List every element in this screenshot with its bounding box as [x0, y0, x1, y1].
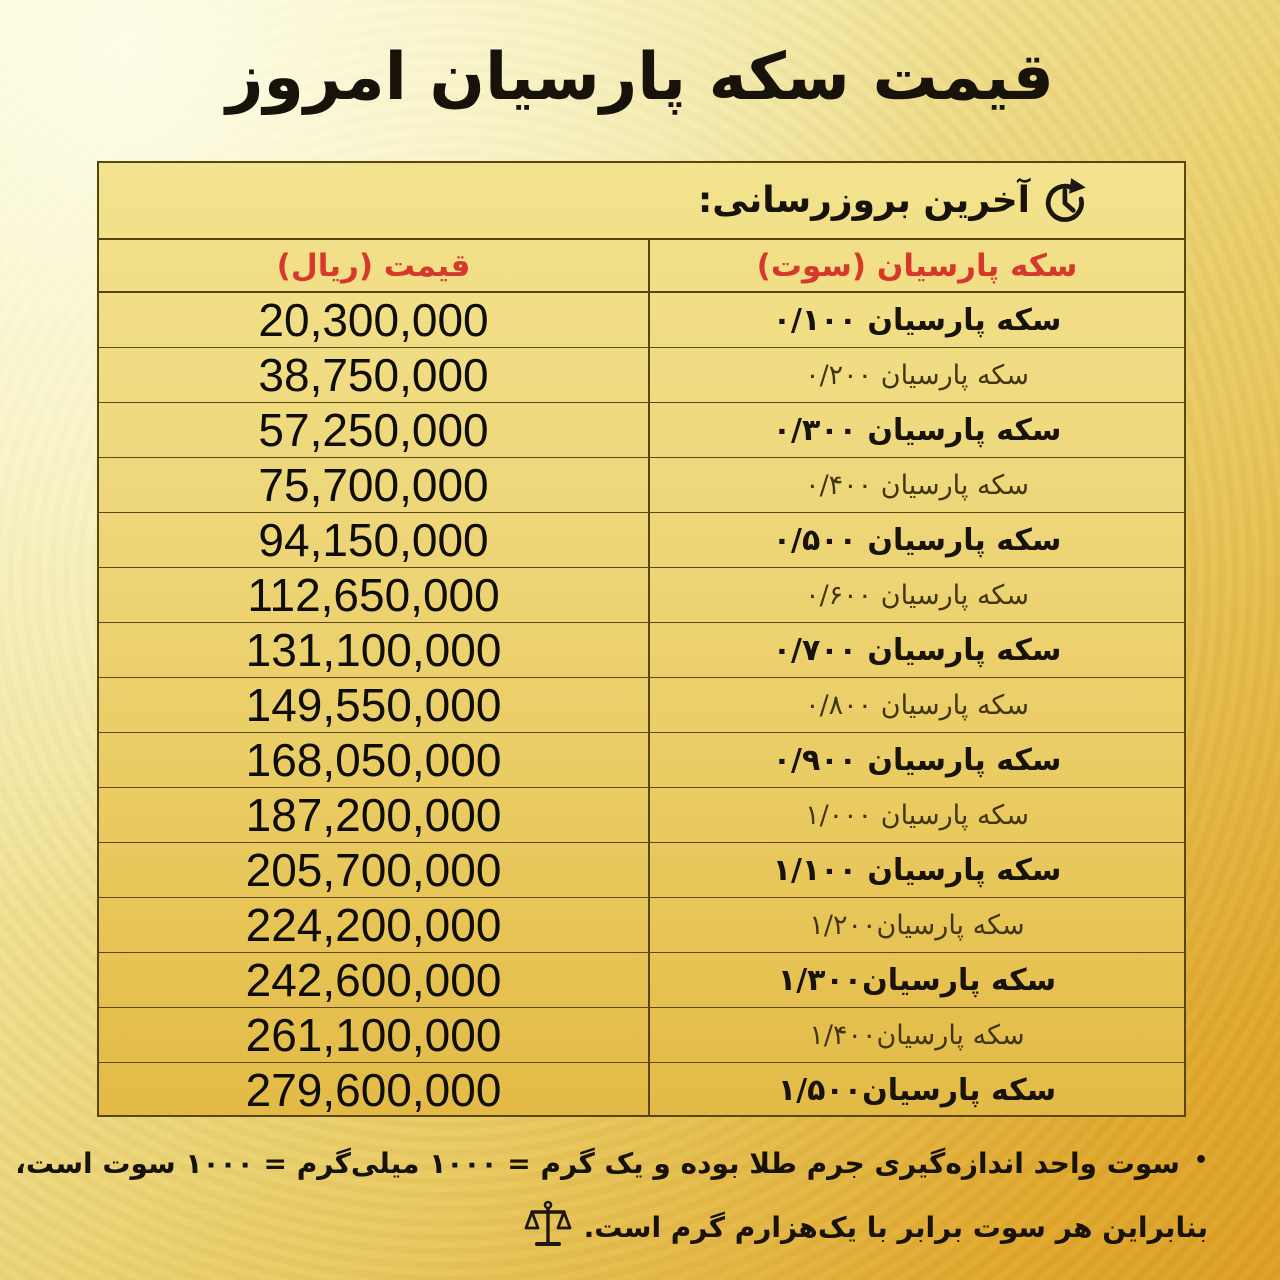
table-row	[99, 678, 1184, 733]
coin-name: سکه پارسیان۱/۳۰۰	[777, 962, 1057, 998]
price-value: 224,200,000	[245, 899, 502, 951]
table-row	[99, 348, 1184, 403]
coin-column-header: سکه پارسیان (سوت)	[648, 240, 1184, 291]
table-row	[99, 898, 1184, 953]
table-row	[99, 293, 1184, 348]
table-rows	[99, 293, 1184, 1117]
coin-name: سکه پارسیان ۰/۷۰۰	[772, 632, 1062, 668]
table-row	[99, 788, 1184, 843]
price-value: 149,550,000	[245, 679, 502, 731]
update-label: آخرین بروزرسانی:	[697, 180, 1030, 221]
table-row	[99, 1063, 1184, 1117]
coin-name: سکه پارسیان ۰/۳۰۰	[772, 412, 1062, 448]
price-value: 279,600,000	[245, 1064, 502, 1116]
price-value: 131,100,000	[245, 624, 502, 676]
update-row	[99, 163, 1184, 240]
coin-name: سکه پارسیان ۰/۲۰۰	[805, 359, 1029, 391]
coin-name: سکه پارسیان ۰/۴۰۰	[805, 469, 1029, 501]
bullet-icon: •	[1193, 1148, 1208, 1173]
table-row	[99, 403, 1184, 458]
price-value: 38,750,000	[258, 349, 489, 401]
footnote-text-2: بنابراین هر سوت برابر با یک‌هزارم گرم است.	[583, 1211, 1208, 1244]
price-column-header: قیمت (ریال)	[276, 247, 471, 284]
price-value: 75,700,000	[258, 459, 489, 511]
footnote-line-2	[72, 1199, 1208, 1253]
price-table	[97, 161, 1186, 1117]
price-value: 242,600,000	[245, 954, 502, 1006]
table-header-row	[99, 240, 1184, 293]
coin-name: سکه پارسیان۱/۲۰۰	[809, 909, 1025, 941]
clock-refresh-icon	[1042, 176, 1092, 226]
balance-scales-icon	[522, 1199, 574, 1251]
coin-name: سکه پارسیان ۰/۱۰۰	[772, 302, 1062, 338]
page-title: قیمت سکه پارسیان امروز	[226, 40, 1054, 115]
table-row	[99, 458, 1184, 513]
table-row	[99, 733, 1184, 788]
coin-name: سکه پارسیان ۰/۹۰۰	[772, 742, 1062, 778]
coin-name: سکه پارسیان ۱/۰۰۰	[805, 799, 1029, 831]
price-value: 112,650,000	[247, 569, 500, 621]
price-value: 57,250,000	[258, 404, 489, 456]
coin-name: سکه پارسیان ۰/۵۰۰	[772, 522, 1062, 558]
coin-name: سکه پارسیان ۰/۶۰۰	[805, 579, 1029, 611]
table-row	[99, 953, 1184, 1008]
price-value: 187,200,000	[245, 789, 502, 841]
coin-name: سکه پارسیان ۱/۱۰۰	[772, 852, 1062, 888]
price-value: 94,150,000	[258, 514, 489, 566]
footnote-line-1	[15, 1136, 1208, 1189]
price-value: 205,700,000	[245, 844, 502, 896]
coin-name: سکه پارسیان ۰/۸۰۰	[805, 689, 1029, 721]
table-row	[99, 1008, 1184, 1063]
table-row	[99, 623, 1184, 678]
table-row	[99, 843, 1184, 898]
coin-name: سکه پارسیان۱/۵۰۰	[777, 1072, 1057, 1108]
footnote	[15, 1136, 1208, 1253]
table-row	[99, 513, 1184, 568]
price-value: 168,050,000	[245, 734, 502, 786]
coin-name: سکه پارسیان۱/۴۰۰	[809, 1019, 1025, 1051]
footnote-text-1: سوت واحد اندازه‌گیری جرم طلا بوده و یک گرم = ۱۰۰۰ میلی‌گرم = ۱۰۰۰ سوت است،	[15, 1147, 1180, 1180]
table-row	[99, 568, 1184, 623]
price-value: 20,300,000	[258, 294, 489, 346]
price-value: 261,100,000	[245, 1009, 502, 1061]
